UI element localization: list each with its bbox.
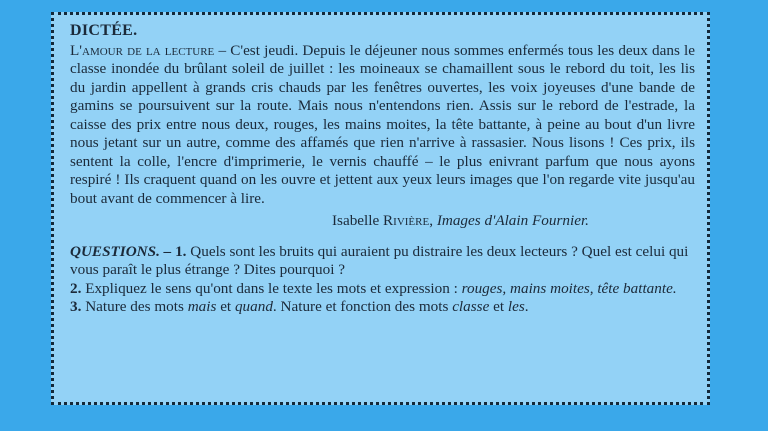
question-3-text-e: . xyxy=(524,298,529,315)
attribution-separator: , xyxy=(429,212,437,229)
question-2-terms: rouges, mains moites, tête battante. xyxy=(461,279,677,297)
book-title: Images d'Alain Fournier. xyxy=(436,212,589,229)
question-2-number: 2. xyxy=(70,279,82,297)
text-lead-title: L'amour de la lecture xyxy=(70,41,215,59)
author-last-name: Rivière xyxy=(383,212,430,229)
question-2-text: Expliquez le sens qu'ont dans le texte les mots et expression : xyxy=(81,279,462,297)
question-3-text-a: Nature des mots xyxy=(81,298,188,315)
question-3-text-b: et xyxy=(216,298,235,315)
dictation-card xyxy=(51,12,710,405)
question-3-number: 3. xyxy=(70,298,82,315)
question-3-text-d: et xyxy=(489,298,508,315)
question-3-text-c: . Nature et fonction des mots xyxy=(272,298,453,315)
dictation-text xyxy=(70,42,695,209)
attribution xyxy=(70,212,695,231)
question-1-text: Quels sont les bruits qui auraient pu distraire les deux lecteurs ? Quel est celui qui vous paraît le plus étrange ? Dites pourquoi ? xyxy=(70,242,689,278)
question-2 xyxy=(70,280,695,299)
question-3-word-quand: quand xyxy=(234,298,273,315)
author-first-name: Isabelle xyxy=(332,212,384,229)
author-name xyxy=(332,212,429,229)
question-3-word-mais: mais xyxy=(187,298,217,315)
question-3 xyxy=(70,298,695,317)
questions-heading: QUESTIONS. – xyxy=(70,242,172,260)
question-1 xyxy=(70,243,695,280)
question-3-word-les: les xyxy=(507,298,525,315)
text-body: – C'est jeudi. Depuis le déjeuner nous sommes enfermés tous les deux dans le classe inondée du brûlant soleil de juillet : les moineaux se chamaillent sous le rebord du toit, les lis du jardin appellent à grands cris chauds par les fenêtres ouvertes, les voix joyeuses d'une bande de gamins se poursuivent sur la route. Mais nous n'entendons rien. Assis sur le rebord de l'estrade, la caisse des prix entre nous deux, rouges, les mains moites, la tête battante, à peine au bout d'un livre nous jetant sur un autre, comme des affamés que rien n'arrive à rassasier. Nous lisons ! Ces prix, ils sentent la colle, l'encre d'imprimerie, le vernis chauffé – le plus enivrant parfum que nous ayons respiré ! Ils craquent quand on les ouvre et jettent aux yeux leurs images que l'on regarde vite jusqu'au bout avant de commencer à lire. xyxy=(70,41,695,207)
dictation-title: DICTÉE. xyxy=(70,22,138,39)
question-1-number: 1. xyxy=(175,242,187,260)
question-3-word-classe: classe xyxy=(452,298,490,315)
questions-section xyxy=(70,243,695,317)
